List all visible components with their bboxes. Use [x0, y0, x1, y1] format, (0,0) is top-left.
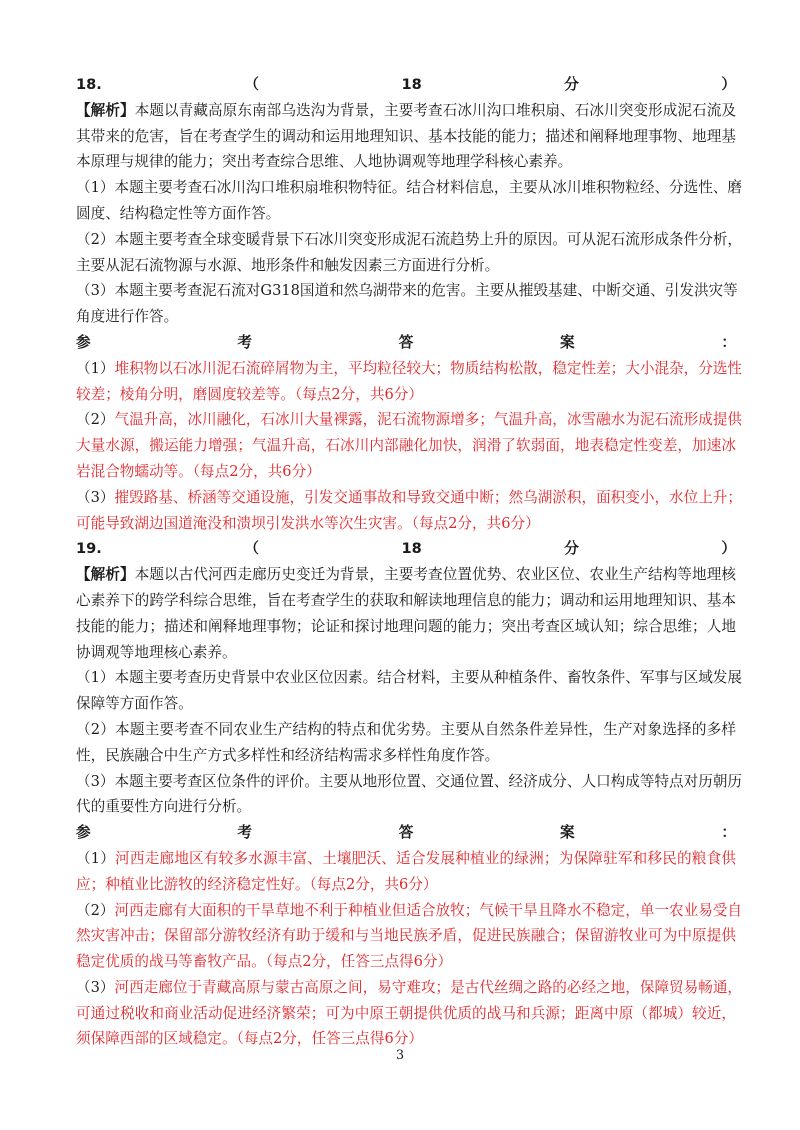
answer-item	[76, 975, 743, 1052]
analysis-item	[76, 175, 743, 227]
answer-line	[76, 872, 736, 898]
answer-heading: 参考答案：	[76, 333, 736, 351]
answer-text: 可能导致湖边国道淹没和溃坝引发洪水等次生灾害。（每点2分，共6分）	[76, 514, 540, 532]
answer-item	[76, 407, 743, 484]
analysis-item-line: 代的重要性方向进行分析。	[76, 798, 252, 816]
question-section	[76, 536, 743, 1052]
answer-line	[76, 459, 736, 485]
answer-number: （3）	[76, 978, 115, 996]
answer-text: 然灾害冲击；保留部分游牧经济有助于缓和与当地民族矛盾，促进民族融合；保留游牧业可为中原提供	[76, 927, 736, 945]
analysis-item-line: （1）本题主要考查石冰川沟口堆积扇堆积物特征。结合材料信息，主要从冰川堆积物粒经、分选性、磨	[76, 179, 743, 197]
answer-text: 稳定优质的战马等畜牧产品。（每点2分，任答三点得6分）	[76, 953, 453, 971]
answer-line	[76, 898, 743, 924]
analysis-text: 协调观等地理核心素养。	[76, 643, 237, 661]
analysis-line	[76, 562, 736, 588]
analysis-line	[76, 614, 736, 640]
analysis-line	[76, 640, 736, 666]
analysis-item-line: （2）本题主要考查全球变暖背景下石冰川突变形成泥石流趋势上升的原因。可从泥石流形成条件分析，	[76, 230, 743, 248]
analysis-paragraph	[76, 562, 736, 665]
question-title: 18.（18分）	[76, 76, 736, 93]
analysis-item	[76, 769, 743, 821]
answer-line	[76, 1001, 736, 1027]
answer-line	[76, 511, 736, 537]
analysis-text: 本原理与规律的能力；突出考查综合思维、人地协调观等地理学科核心素养。	[76, 153, 573, 171]
answer-text: 河西走廊有大面积的干旱草地不利于种植业但适合放牧；气候干旱且降水不稳定，单一农业易受自	[114, 901, 743, 919]
analysis-item-line: 保障等方面作答。	[76, 695, 193, 713]
analysis-item	[76, 227, 743, 279]
answer-text: 堆积物以石冰川泥石流碎屑物为主，平均粒径较大；物质结构松散，稳定性差；大小混杂，分选性	[114, 359, 743, 377]
analysis-item-line: （3）本题主要考查区位条件的评价。主要从地形位置、交通位置、经济成分、人口构成等特点对历朝历	[76, 772, 743, 790]
answer-line	[76, 356, 743, 382]
answer-text: 大量水源，搬运能力增强；气温升高，石冰川内部融化加快，润滑了软弱面，地表稳定性变差，加速冰	[76, 437, 736, 455]
answer-number: （1）	[76, 359, 115, 377]
answer-item	[76, 356, 743, 408]
answer-line	[76, 949, 736, 975]
answer-text: 较差；棱角分明，磨圆度较差等。（每点2分，共6分）	[76, 385, 423, 403]
document-body	[76, 72, 743, 1052]
analysis-line	[76, 588, 736, 614]
answer-line	[76, 433, 736, 459]
answer-line	[76, 923, 736, 949]
answer-text: 可通过税收和商业活动促进经济繁荣；可为中原王朝提供优质的战马和兵源；距离中原（都城）较近，	[76, 1004, 736, 1022]
analysis-item-line: （3）本题主要考查泥石流对G318国道和然乌湖带来的危害。主要从摧毁基建、中断交通、引发洪灾等	[76, 282, 738, 300]
question-title: 19.（18分）	[76, 540, 736, 558]
analysis-text: 本题以古代河西走廊历史变迁为背景，主要考查位置优势、农业区位、农业生产结构等地理核	[134, 566, 736, 584]
answer-text: 河西走廊地区有较多水源丰富、土壤肥沃、适合发展种植业的绿洲；为保障驻军和移民的粮食供	[115, 849, 736, 867]
answer-line	[76, 485, 743, 511]
answer-text: 气温升高，冰川融化，石冰川大量裸露，泥石流物源增多；气温升高，冰雪融水为泥石流形成提供	[114, 411, 743, 429]
answer-item	[76, 898, 743, 975]
analysis-line	[76, 98, 736, 124]
question-section	[76, 72, 743, 536]
answer-text: 岩混合物蠕动等。（每点2分，共6分）	[76, 462, 321, 480]
analysis-item-line: （1）本题主要考查历史背景中农业区位因素。结合材料，主要从种植条件、畜牧条件、军事与区域发展	[76, 669, 743, 687]
analysis-text: 其带来的危害，旨在考查学生的调动和运用地理知识、基本技能的能力；描述和阐释地理事物、地理基	[76, 127, 736, 145]
analysis-tag: 【解析】	[76, 101, 135, 119]
answer-item	[76, 846, 736, 898]
analysis-item-line: （2）本题主要考查不同农业生产结构的特点和优劣势。主要从自然条件差异性，生产对象选择的多样	[76, 720, 736, 738]
answer-item	[76, 485, 743, 537]
answer-line	[76, 407, 743, 433]
answer-heading: 参考答案：	[76, 824, 736, 842]
answer-line	[76, 382, 736, 408]
analysis-paragraph	[76, 98, 736, 175]
answer-line	[76, 846, 736, 872]
answer-number: （2）	[76, 411, 115, 429]
analysis-text: 本题以青藏高原东南部乌迭沟为背景，主要考查石冰川沟口堆积扇、石冰川突变形成泥石流及	[134, 101, 736, 119]
answer-text: 摧毁路基、桥涵等交通设施，引发交通事故和导致交通中断；然乌湖淤积，面积变小，水位上升；	[114, 488, 743, 506]
answer-text: 河西走廊位于青藏高原与蒙古高原之间，易守难攻；是古代丝绸之路的必经之地，保障贸易畅通，	[114, 978, 743, 996]
analysis-tag: 【解析】	[76, 566, 135, 584]
analysis-item-line: 角度进行作答。	[76, 308, 179, 326]
analysis-item-line: 性，民族融合中生产方式多样性和经济结构需求多样性角度作答。	[76, 746, 500, 764]
analysis-item-line: 主要从泥石流物源与水源、地形条件和触发因素三方面进行分析。	[76, 256, 500, 274]
analysis-line	[76, 149, 736, 175]
analysis-line	[76, 124, 736, 150]
answer-number: （2）	[76, 901, 115, 919]
analysis-text: 心素养下的跨学科综合思维，旨在考查学生的获取和解读地理信息的能力；调动和运用地理知识、基本	[76, 591, 736, 609]
analysis-item	[76, 278, 736, 330]
answer-text: 应；种植业比游牧的经济稳定性好。（每点2分，共6分）	[76, 875, 438, 893]
answer-number: （1）	[76, 849, 116, 867]
analysis-item-line: 圆度、结构稳定性等方面作答。	[76, 204, 281, 222]
analysis-text: 技能的能力；描述和阐释地理事物；论证和探讨地理问题的能力；突出考查区域认知；综合思维；人地	[76, 617, 736, 635]
page-number: 3	[395, 1048, 405, 1063]
answer-text: 须保障西部的区域稳定。（每点2分，任答三点得6分）	[76, 1030, 423, 1048]
analysis-item	[76, 717, 736, 769]
answer-number: （3）	[76, 488, 115, 506]
analysis-item	[76, 665, 743, 717]
answer-line	[76, 975, 743, 1001]
